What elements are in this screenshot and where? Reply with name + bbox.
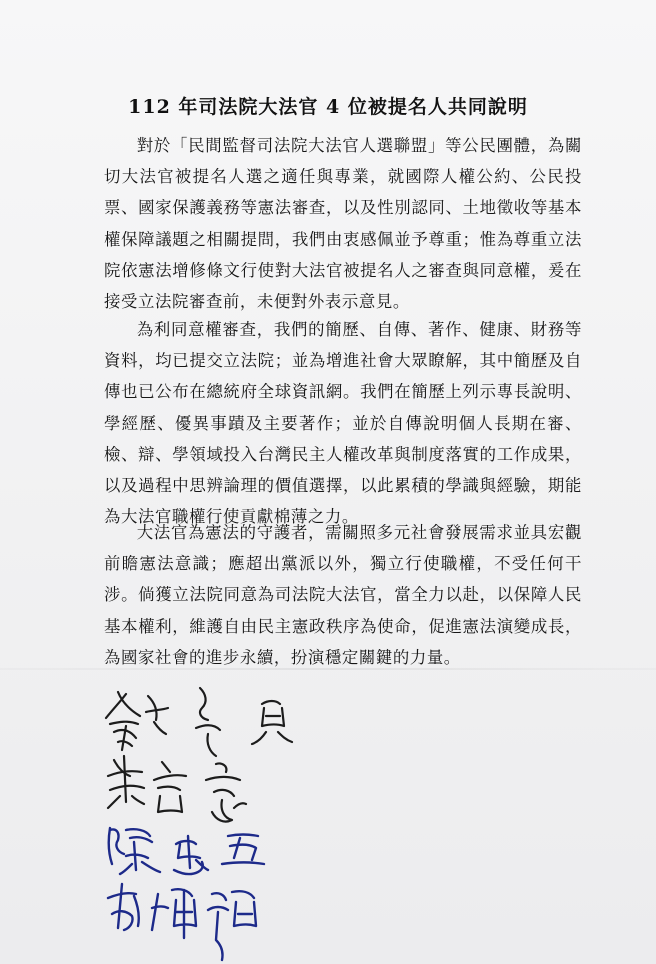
document-title: 112 年司法院大法官 4 位被提名人共同說明 xyxy=(128,96,528,118)
signature-1 xyxy=(106,688,292,756)
signature-4 xyxy=(108,884,256,960)
paragraph-3: 大法官為憲法的守護者，需關照多元社會發展需求並具宏觀前瞻憲法意識；應超出黨派以外，獨立行使職權，不受任何干涉。倘獲立法院同意為司法院大法官，當全力以赴，以保障人民基本權利，維護自由民主憲政秩序為使命，促進憲法演變成長，為國家社會的進步永續，扮演穩定關鍵的力量。 xyxy=(104,523,582,667)
signature-2 xyxy=(108,756,246,822)
paragraph-2: 為利同意權審查，我們的簡歷、自傳、著作、健康、財務等資料，均已提交立法院；並為增進社會大眾瞭解，其中簡歷及自傳也已公布在總統府全球資訊網。我們在簡歷上列示專長說明、學經歷、優異事蹟及主要著作；並於自傳說明個人長期在審、檢、辯、學領域投入台灣民主人權改革與制度落實的工作成果，以及過程中思辨論理的價值選擇，以此累積的學識與經驗，期能為大法官職權行使貢獻棉薄之力。 xyxy=(104,320,582,527)
signature-block xyxy=(96,680,326,964)
handwritten-signatures xyxy=(96,680,326,964)
paragraph-1: 對於「民間監督司法院大法官人選聯盟」等公民團體，為關切大法官被提名人選之適任與專業，就國際人權公約、公民投票、國家保護義務等憲法審查，以及性別認同、土地徵收等基本權保障議題之相關提問，我們由衷感佩並予尊重；惟為尊重立法院依憲法增修條文行使對大法官被提名人之審查與同意權，爰在接受立法院審查前，未便對外表示意見。 xyxy=(104,136,582,312)
signature-3 xyxy=(109,828,264,874)
